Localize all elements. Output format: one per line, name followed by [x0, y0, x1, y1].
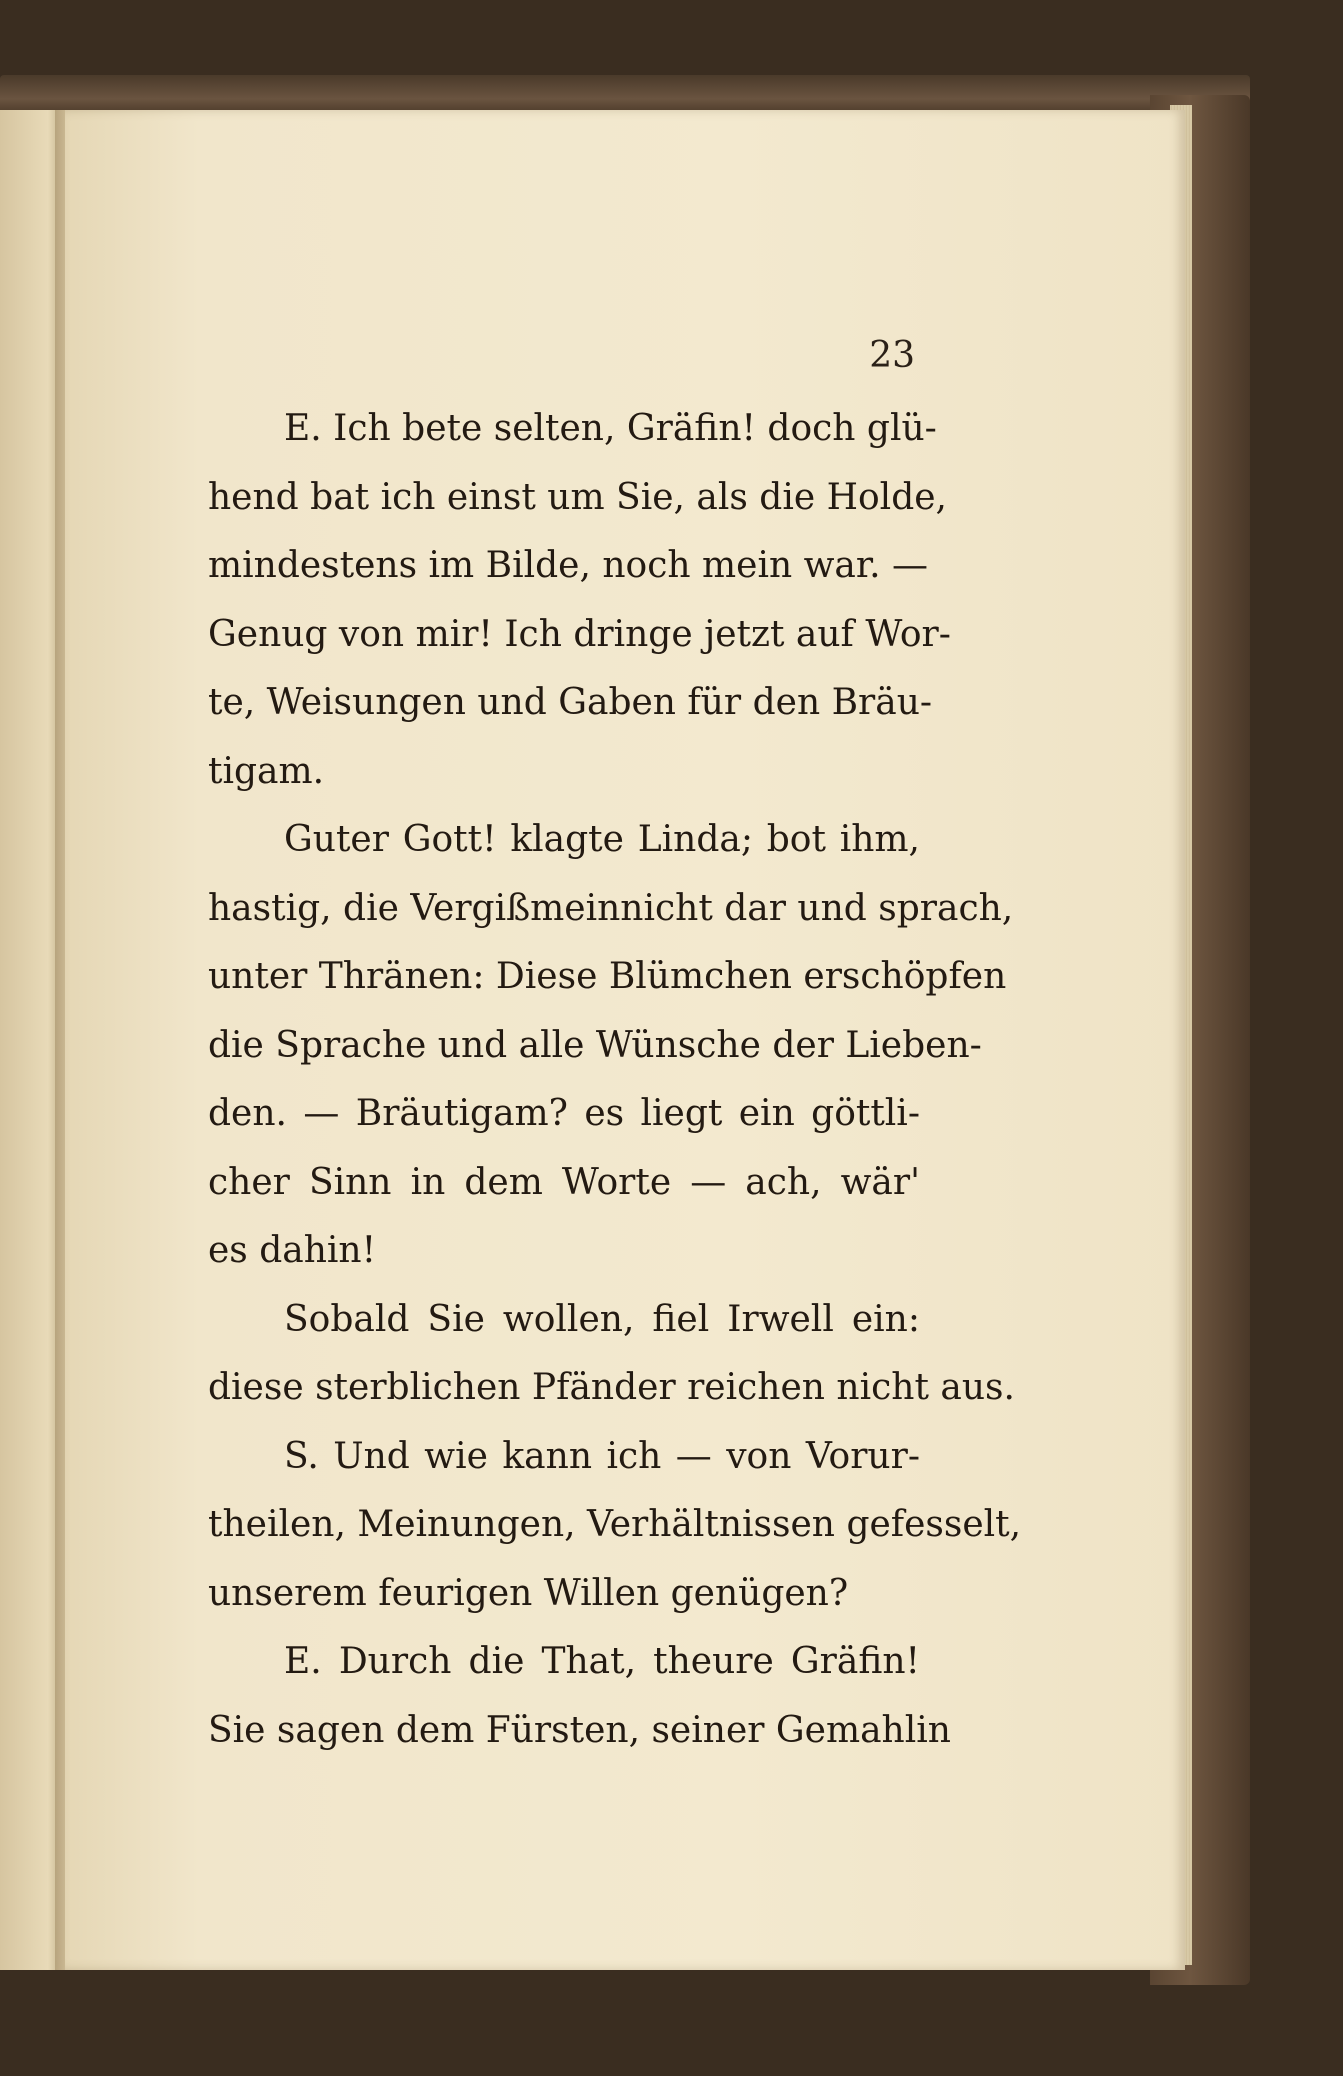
text-line: tigam.: [208, 750, 325, 792]
page-number: 23: [869, 335, 915, 376]
text-line: cher Sinn in dem Worte — ach, wär': [208, 1161, 920, 1203]
text-line: E. Ich bete selten, Gräfin! doch glü-: [284, 408, 937, 449]
text-line: hastig, die Vergißmeinnicht dar und sprach,: [208, 887, 1014, 929]
text-line: Genug von mir! Ich dringe jetzt auf Wor-: [208, 613, 951, 655]
text-line: te, Weisungen und Gaben für den Bräu-: [208, 682, 933, 723]
binding-top-edge: [0, 75, 1250, 115]
text-line: hend bat ich einst um Sie, als die Holde,: [208, 476, 947, 518]
text-line: unserem feurigen Willen genügen?: [208, 1572, 849, 1614]
text-line: die Sprache und alle Wünsche der Lieben-: [208, 1024, 982, 1066]
text-line: Sie sagen dem Fürsten, seiner Gemahlin: [208, 1709, 951, 1751]
text-line: den. — Bräutigam? es liegt ein göttli-: [208, 1093, 920, 1134]
text-line: unter Thränen: Diese Blümchen erschöpfen: [208, 956, 1007, 997]
text-line: E. Durch die That, theure Gräfin!: [284, 1641, 920, 1682]
text-line: es dahin!: [208, 1230, 377, 1271]
text-line: theilen, Meinungen, Verhältnissen gefesselt,: [208, 1504, 1022, 1545]
text-line: mindestens im Bilde, noch mein war. —: [208, 545, 928, 586]
left-page-edge: [0, 110, 60, 1970]
text-line: S. Und wie kann ich — von Vorur-: [284, 1435, 920, 1477]
text-line: Guter Gott! klagte Linda; bot ihm,: [284, 819, 920, 860]
text-line: diese sterblichen Pfänder reichen nicht aus.: [208, 1367, 1015, 1408]
page-text: [208, 395, 1022, 1765]
text-line: Sobald Sie wollen, fiel Irwell ein:: [284, 1298, 920, 1340]
